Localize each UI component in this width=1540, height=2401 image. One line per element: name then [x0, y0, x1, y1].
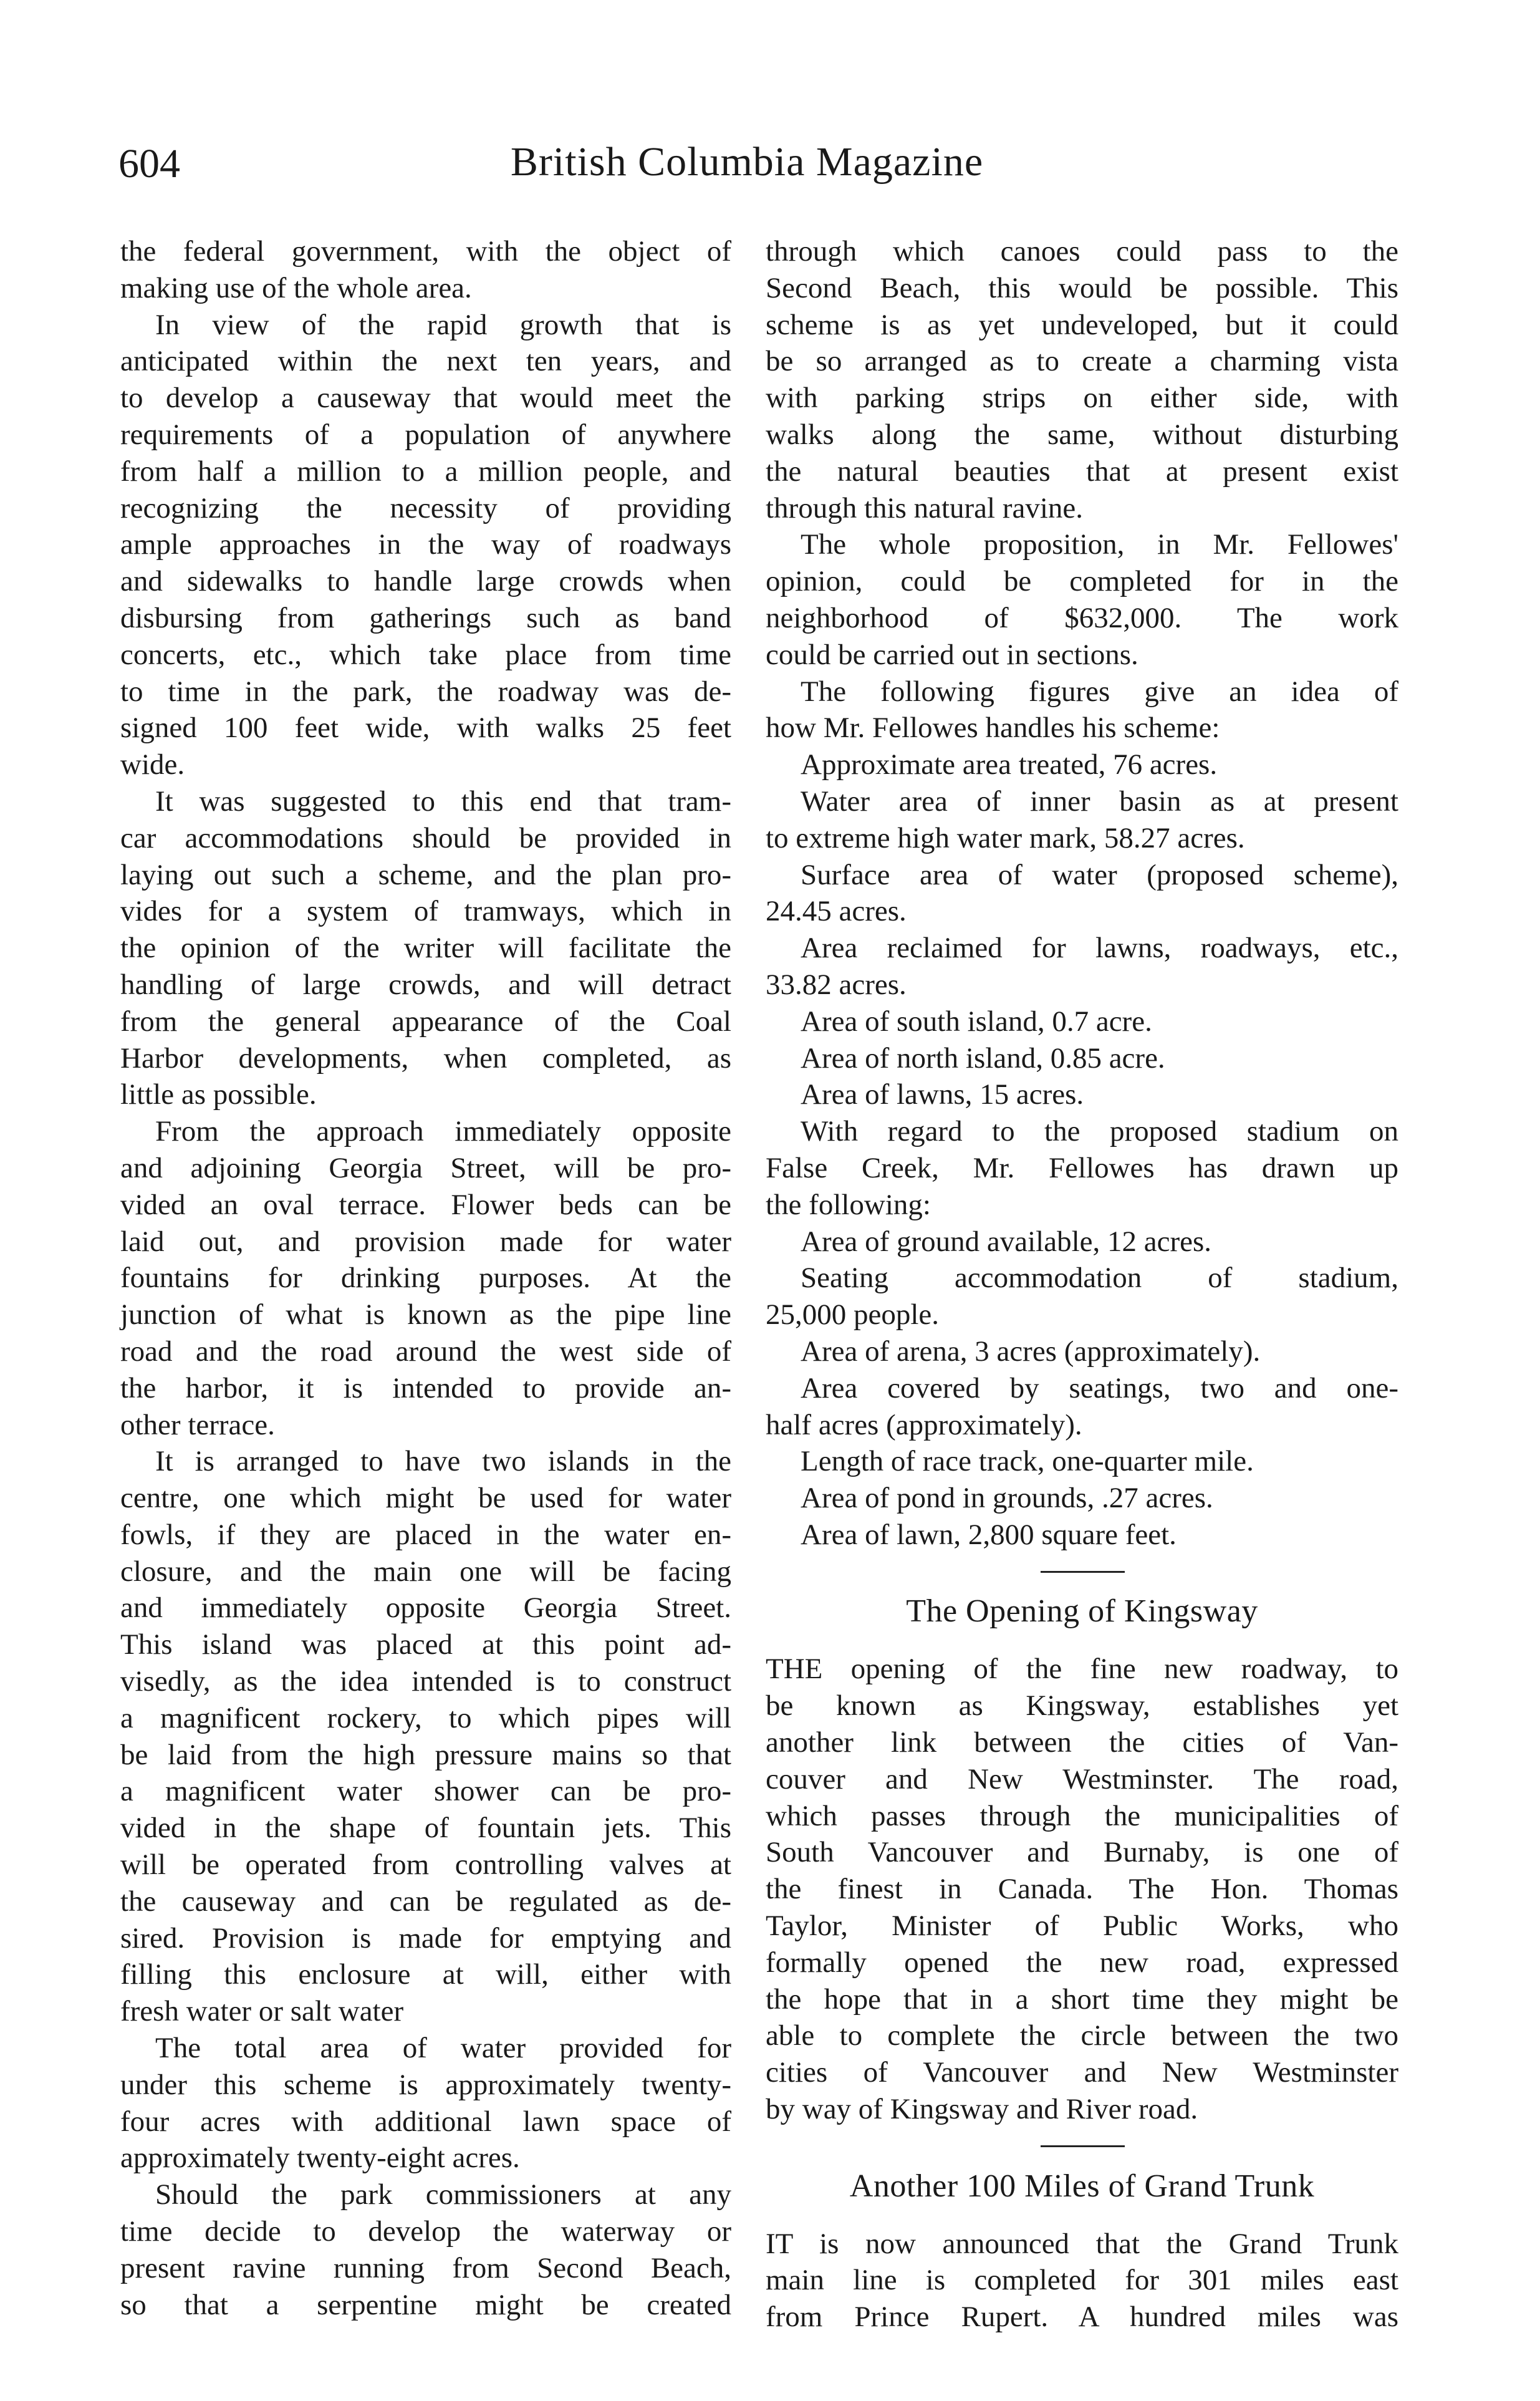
text-line: the following: — [766, 1188, 931, 1221]
paragraph — [766, 1517, 1398, 1553]
text-line: the federal government, with the object of — [120, 235, 731, 268]
text-line: formally opened the new road, expressed — [766, 1946, 1398, 1979]
text-line: the causeway and can be regulated as de- — [120, 1885, 731, 1918]
text-line: another link between the cities of Van- — [766, 1726, 1398, 1759]
text-line: with parking strips on either side, with — [766, 382, 1398, 415]
text-line: other terrace. — [120, 1408, 275, 1441]
left-column — [120, 233, 731, 2323]
text-line: vided in the shape of fountain jets. This — [120, 1812, 731, 1845]
text-line: Area of lawn, 2,800 square feet. — [801, 1518, 1177, 1551]
paragraph — [766, 1443, 1398, 1480]
paragraph — [766, 1333, 1398, 1370]
text-line: Should the park commissioners at any — [155, 2178, 731, 2211]
text-line: From the approach immediately opposite — [155, 1115, 731, 1148]
text-line: Taylor, Minister of Public Works, who — [766, 1910, 1398, 1943]
text-line: Area of ground available, 12 acres. — [801, 1225, 1212, 1258]
text-line: It is arranged to have two islands in the — [155, 1445, 731, 1478]
text-line: vides for a system of tramways, which in — [120, 895, 731, 928]
section-heading: Another 100 Miles of Grand Trunk — [849, 2168, 1315, 2204]
text-line: anticipated within the next ten years, and — [120, 345, 731, 378]
text-line: under this scheme is approximately twenty- — [120, 2068, 731, 2101]
text-line: walks along the same, without disturbing — [766, 418, 1398, 451]
text-line: time decide to develop the waterway or — [120, 2215, 731, 2248]
text-line: neighborhood of $632,000. The work — [766, 601, 1398, 634]
text-line: how Mr. Fellowes handles his scheme: — [766, 712, 1220, 745]
text-line: a magnificent rockery, to which pipes will — [120, 1701, 731, 1734]
text-line: ample approaches in the way of roadways — [120, 528, 731, 561]
text-line: THE opening of the fine new roadway, to — [766, 1653, 1398, 1686]
text-line: disbursing from gatherings such as band — [120, 601, 731, 634]
text-line: South Vancouver and Burnaby, is one of — [766, 1836, 1398, 1869]
text-line: four acres with additional lawn space of — [120, 2105, 731, 2138]
text-line: from Prince Rupert. A hundred miles was — [766, 2301, 1398, 2334]
text-line: With regard to the proposed stadium on — [801, 1115, 1398, 1148]
text-line: False Creek, Mr. Fellowes has drawn up — [766, 1151, 1398, 1184]
text-line: This island was placed at this point ad- — [120, 1628, 731, 1661]
text-line: to develop a causeway that would meet the — [120, 382, 731, 415]
text-line: fresh water or salt water — [120, 1995, 404, 2028]
text-line: laying out such a scheme, and the plan pro- — [120, 858, 731, 891]
text-line: the hope that in a short time they might be — [766, 1983, 1398, 2016]
paragraph — [766, 783, 1398, 857]
page-number: 604 — [118, 141, 180, 186]
text-line: from half a million to a million people, and — [120, 455, 731, 488]
text-line: IT is now announced that the Grand Trunk — [766, 2227, 1398, 2260]
text-line: and sidewalks to handle large crowds when — [120, 565, 731, 598]
text-line: requirements of a population of anywhere — [120, 418, 731, 451]
text-line: The total area of water provided for — [155, 2032, 731, 2065]
text-line: vided an oval terrace. Flower beds can be — [120, 1188, 731, 1221]
text-line: road and the road around the west side of — [120, 1335, 731, 1368]
text-line: concerts, etc., which take place from time — [120, 638, 731, 671]
text-line: the opinion of the writer will facilitate the — [120, 932, 731, 965]
paragraph — [120, 2176, 731, 2323]
text-line: Water area of inner basin as at present — [801, 785, 1398, 818]
text-line: and immediately opposite Georgia Street. — [120, 1592, 731, 1625]
text-line: Area reclaimed for lawns, roadways, etc., — [801, 932, 1398, 965]
text-line: Area of lawns, 15 acres. — [801, 1078, 1084, 1111]
text-line: junction of what is known as the pipe line — [120, 1298, 731, 1331]
text-line: to time in the park, the roadway was de- — [120, 675, 731, 708]
paragraph — [120, 783, 731, 1113]
text-line: present ravine running from Second Beach, — [120, 2251, 731, 2284]
magazine-title: British Columbia Magazine — [510, 139, 984, 185]
text-line: filling this enclosure at will, either with — [120, 1958, 731, 1991]
section-heading: The Opening of Kingsway — [906, 1593, 1258, 1630]
text-line: 25,000 people. — [766, 1298, 940, 1331]
text-line: to extreme high water mark, 58.27 acres. — [766, 821, 1245, 854]
section-divider — [766, 1553, 1398, 1590]
text-line: scheme is as yet undeveloped, but it could — [766, 308, 1398, 341]
text-line: 33.82 acres. — [766, 968, 907, 1001]
paragraph — [120, 2030, 731, 2176]
paragraph — [766, 930, 1398, 1003]
text-line: be known as Kingsway, establishes yet — [766, 1689, 1398, 1722]
text-line: be so arranged as to create a charming vista — [766, 345, 1398, 378]
text-line: a magnificent water shower can be pro- — [120, 1775, 731, 1808]
text-line: making use of the whole area. — [120, 271, 472, 304]
paragraph — [766, 1651, 1398, 2127]
text-line: from the general appearance of the Coal — [120, 1005, 731, 1038]
text-line: could be carried out in sections. — [766, 638, 1138, 671]
text-line: 24.45 acres. — [766, 895, 907, 928]
text-line: recognizing the necessity of providing — [120, 491, 731, 524]
text-line: through which canoes could pass to the — [766, 235, 1398, 268]
text-line: cities of Vancouver and New Westminster — [766, 2056, 1398, 2089]
text-line: visedly, as the idea intended is to construct — [120, 1665, 731, 1698]
text-line: closure, and the main one will be facing — [120, 1555, 731, 1588]
paragraph — [120, 233, 731, 307]
text-line: laid out, and provision made for water — [120, 1225, 731, 1258]
section-divider — [766, 2128, 1398, 2165]
text-line: centre, one which might be used for water — [120, 1482, 731, 1515]
text-line: Area of north island, 0.85 acre. — [801, 1041, 1165, 1075]
text-line: approximately twenty-eight acres. — [120, 2142, 520, 2175]
text-line: wide. — [120, 748, 185, 781]
text-line: couver and New Westminster. The road, — [766, 1762, 1398, 1795]
text-line: so that a serpentine might be created — [120, 2288, 731, 2321]
paragraph — [766, 674, 1398, 747]
text-line: opinion, could be completed for in the — [766, 565, 1398, 598]
text-line: little as possible. — [120, 1078, 317, 1111]
text-line: through this natural ravine. — [766, 491, 1084, 524]
paragraph — [766, 1113, 1398, 1223]
text-line: be laid from the high pressure mains so that — [120, 1738, 731, 1771]
paragraph — [766, 746, 1398, 783]
text-line: the harbor, it is intended to provide an- — [120, 1371, 731, 1404]
text-line: fowls, if they are placed in the water en- — [120, 1518, 731, 1551]
text-line: handling of large crowds, and will detract — [120, 968, 731, 1001]
text-line: Harbor developments, when completed, as — [120, 1041, 731, 1075]
text-line: signed 100 feet wide, with walks 25 feet — [120, 712, 731, 745]
paragraph — [120, 307, 731, 783]
text-line: It was suggested to this end that tram- — [155, 785, 731, 818]
paragraph — [766, 1370, 1398, 1444]
text-line: sired. Provision is made for emptying and — [120, 1921, 731, 1954]
text-line: Surface area of water (proposed scheme), — [801, 858, 1398, 891]
text-line: fountains for drinking purposes. At the — [120, 1262, 731, 1295]
text-line: which passes through the municipalities of — [766, 1799, 1398, 1832]
text-line: In view of the rapid growth that is — [155, 308, 731, 341]
text-line: Area covered by seatings, two and one- — [801, 1371, 1398, 1404]
text-line: able to complete the circle between the two — [766, 2019, 1398, 2052]
text-line: main line is completed for 301 miles east — [766, 2264, 1398, 2297]
text-line: and adjoining Georgia Street, will be pro- — [120, 1151, 731, 1184]
text-line: Area of arena, 3 acres (approximately). — [801, 1335, 1261, 1368]
paragraph — [766, 857, 1398, 930]
paragraph — [766, 1260, 1398, 1333]
text-line: by way of Kingsway and River road. — [766, 2093, 1198, 2126]
text-line: The following figures give an idea of — [801, 675, 1398, 708]
text-line: Approximate area treated, 76 acres. — [801, 748, 1218, 781]
text-line: will be operated from controlling valves at — [120, 1848, 731, 1882]
text-line: Area of pond in grounds, .27 acres. — [801, 1482, 1213, 1515]
paragraph — [766, 1480, 1398, 1517]
paragraph — [766, 2226, 1398, 2336]
paragraph — [766, 1076, 1398, 1113]
paragraph — [120, 1113, 731, 1443]
paragraph — [120, 1443, 731, 2030]
paragraph — [766, 526, 1398, 673]
text-line: car accommodations should be provided in — [120, 821, 731, 854]
right-column — [766, 233, 1398, 2336]
text-line: half acres (approximately). — [766, 1408, 1082, 1441]
paragraph — [766, 1224, 1398, 1260]
text-line: Area of south island, 0.7 acre. — [801, 1005, 1152, 1038]
text-line: The whole proposition, in Mr. Fellowes' — [801, 528, 1398, 561]
text-line: the natural beauties that at present exist — [766, 455, 1398, 488]
paragraph — [766, 1040, 1398, 1077]
paragraph — [766, 1003, 1398, 1040]
text-line: Length of race track, one-quarter mile. — [801, 1445, 1254, 1478]
text-line: Second Beach, this would be possible. This — [766, 271, 1398, 304]
paragraph — [766, 233, 1398, 526]
text-line: Seating accommodation of stadium, — [801, 1262, 1398, 1295]
text-line: the finest in Canada. The Hon. Thomas — [766, 1873, 1398, 1906]
